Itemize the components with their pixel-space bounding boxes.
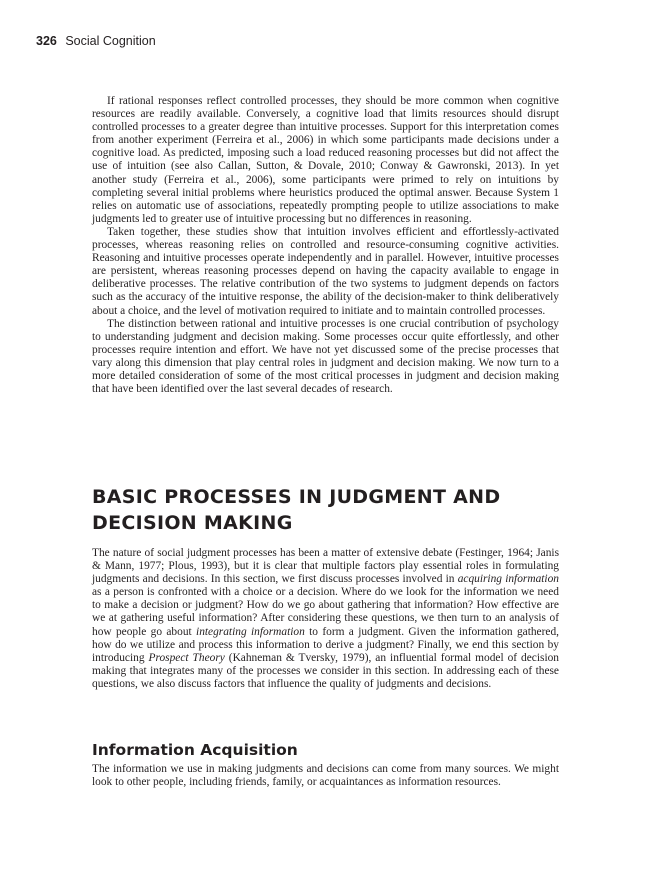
page-number: 326 <box>36 34 57 48</box>
paragraph: The distinction between rational and intuitive processes is one crucial contribution of psychology to understanding judgment and decision making. Some processes occur quite effortlessly, and other processes require intention and effort. We have not yet discussed some of the precise processes that vary along this dimension that play central roles in judgment and decision making. We now turn to a more detailed consideration of some of the most critical processes in judgment and decision making that have been identified over the last several decades of research. <box>92 317 559 396</box>
subsection-text <box>92 763 559 789</box>
text-run: (Kahneman & Tversky, 1979), an influential formal model of decision making that integrates many of the processes we consider in this section. In addressing each of these questions, we also discuss factors that influence the quality of judgments and decisions. <box>92 651 560 690</box>
text-run: as a person is confronted with a choice or a decision. Where do we look for the information we need to make a decision or judgment? How do we go about gathering that information? How effective are we at gathering useful information? After considering these questions, we then turn to an analysis of how people go about <box>92 586 559 638</box>
paragraph: If rational responses reflect controlled processes, they should be more common when cognitive resources are readily available. Conversely, a cognitive load that limits resources should disrupt controlled processes to a greater degree than intuitive processes. Support for this interpretation comes from another experiment (Ferreira et al., 2006) in which some participants made decisions under a cognitive load. As predicted, imposing such a load reduced reasoning processes but did not affect the use of intuition (see also Callan, Sutton, & Dovale, 2010; Conway & Gawronski, 2013). In yet another study (Ferreira et al., 2006), some participants were primed to rely on intuitions by completing several initial problems where heuristics produced the optimal answer. Because System 1 relies on automatic use of associations, repeatedly prompting people to utilize associations to make judgments led to greater use of intuitive processing but no differences in reasoning. <box>92 95 559 225</box>
subsection-paragraph: The information we use in making judgments and decisions can come from many sources. We might look to other people, including friends, family, or acquaintances as information resources. <box>92 763 559 789</box>
subsection-heading: Information Acquisition <box>92 741 298 759</box>
emphasis-integrating-information: integrating information <box>196 625 305 638</box>
running-head-title: Social Cognition <box>65 34 156 48</box>
section-heading: BASIC PROCESSES IN JUDGMENT AND DECISION MAKING <box>92 486 501 534</box>
emphasis-prospect-theory: Prospect Theory <box>148 651 225 664</box>
section-intro-text <box>92 547 559 691</box>
body-text-top <box>92 95 559 396</box>
paragraph: Taken together, these studies show that intuition involves efficient and effortlessly-activated processes, whereas reasoning relies on controlled and resource-consuming cognitive activities. Reasoning and intuitive processes operate independently and in parallel. However, intuitive processes are persistent, whereas reasoning processes depend on having the capacity available to engage in deliberative processes. The relative contribution of the two systems to judgment depends on factors such as the accuracy of the intuitive response, the ability of the decision-maker to think deliberatively about a choice, and the level of motivation required to initiate and to maintain controlled processes. <box>92 225 559 317</box>
section-paragraph <box>92 547 559 691</box>
running-head <box>36 33 156 49</box>
emphasis-acquiring-information: acquiring information <box>457 573 559 586</box>
text-run: to form a judgment. Given the information gathered, how do we utilize and process this information to derive a judgment? Finally, we end this section by introducing <box>92 625 560 664</box>
text-run: The nature of social judgment processes has been a matter of extensive debate (Festinger, 1964; Janis & Mann, 1977; Plous, 1993), but it is clear that multiple factors play essential roles in formulating judgments and decisions. In this section, we first discuss processes involved in <box>92 547 559 586</box>
